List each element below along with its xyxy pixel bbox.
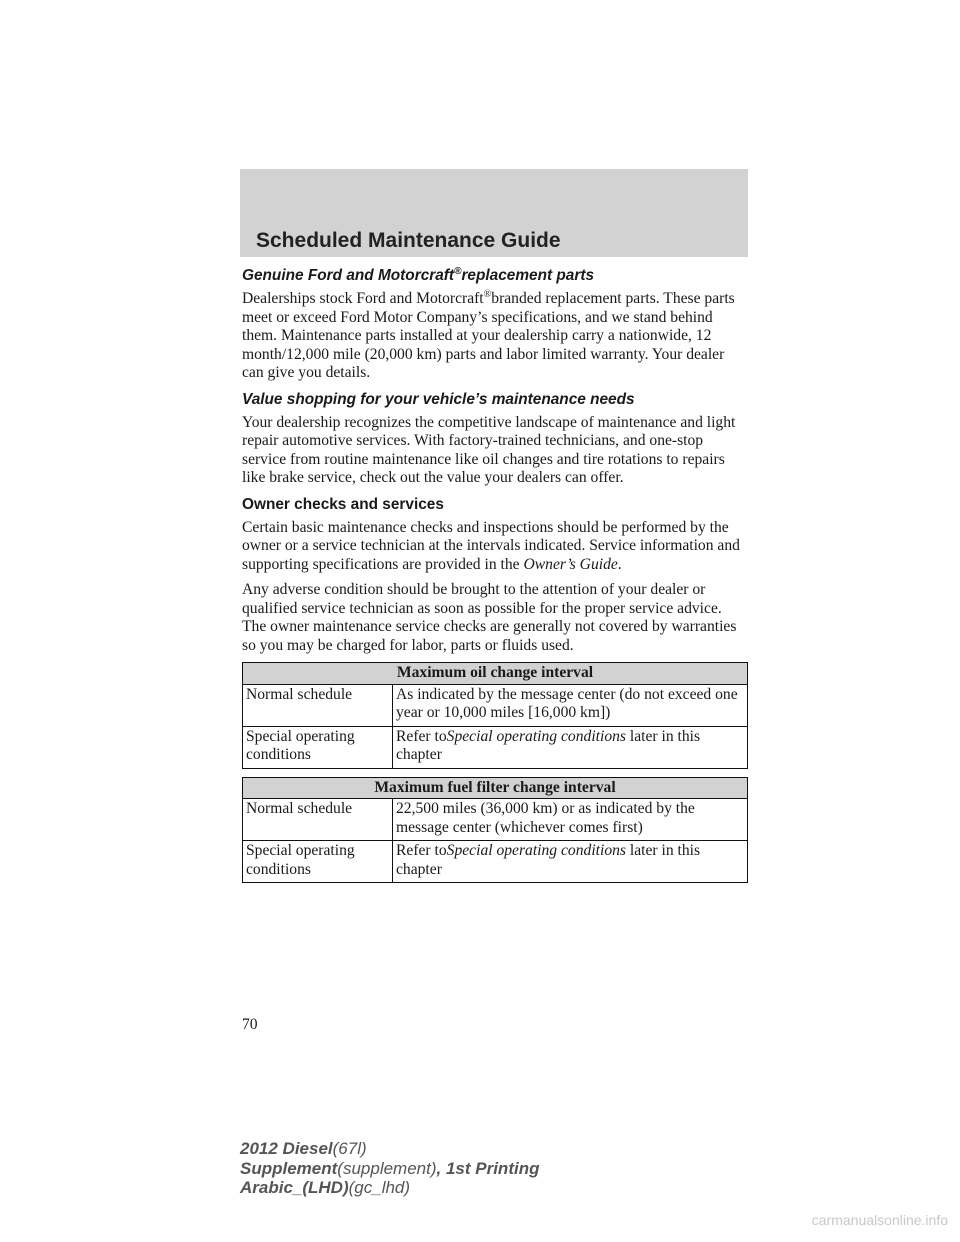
cell-text: later in this chapter	[396, 842, 701, 878]
cell-emphasis: Special operating conditions	[446, 727, 626, 745]
heading-text: Genuine Ford and Motorcraft	[242, 267, 455, 284]
owners-guide-reference: Owner’s Guide	[523, 555, 618, 573]
page-number: 70	[242, 1016, 258, 1033]
site-watermark: carmanualsonline.info	[811, 1212, 948, 1228]
paragraph-text: branded replacement parts. These parts meet or exceed Ford Motor Company’s specifications, and we stand behind them. Maintenance parts installed at your dealership carry a nationwide, 12 month/12,000 mile (20,000 km) parts and labor limited warranty. Your dealer can give you details.	[242, 290, 735, 381]
row-value: As indicated by the message center (do not exceed one year or 10,000 miles [16,000 km])	[393, 684, 748, 726]
paragraph-text: Dealerships stock Ford and Motorcraft	[242, 290, 484, 307]
paragraph-value-shopping: Your dealership recognizes the competitive landscape of maintenance and light repair automotive services. With factory-trained technicians, and one-stop service from routine maintenance like oil changes and tire rotations to repairs like brake service, check out the value your dealers can offer.	[242, 413, 736, 486]
cell-text: later in this chapter	[396, 727, 701, 763]
footer-bold: Supplement	[240, 1158, 338, 1178]
footer-line	[240, 1178, 539, 1198]
table-row	[243, 684, 748, 726]
cell-emphasis: Special operating conditions	[446, 842, 626, 859]
footer-line	[240, 1139, 539, 1159]
paragraph-genuine-parts	[242, 290, 748, 383]
page-content	[242, 266, 748, 891]
row-value: 22,500 miles (36,000 km) or as indicated by the message center (whichever comes first)	[393, 799, 748, 841]
heading-value-shopping: Value shopping for your vehicle’s maintenance needs	[242, 390, 635, 408]
table-header-row	[243, 777, 748, 799]
print-footer	[240, 1139, 539, 1198]
footer-bold: , 1st Printing	[436, 1158, 540, 1178]
heading-owner-checks: Owner checks and services	[242, 495, 444, 513]
row-label: Special operating conditions	[243, 841, 393, 883]
paragraph-text: .	[617, 555, 622, 573]
heading-genuine-parts	[242, 266, 748, 285]
registered-mark: ®	[483, 288, 492, 300]
table-row	[243, 841, 748, 883]
footer-bold: 2012 Diesel	[240, 1139, 333, 1158]
table-title: Maximum oil change interval	[243, 663, 748, 685]
table-header-row	[243, 663, 748, 685]
section-header	[240, 169, 748, 257]
row-label: Special operating conditions	[243, 726, 393, 768]
table-row	[243, 726, 748, 768]
fuel-filter-interval-table	[242, 777, 748, 884]
paragraph-owner-checks-1	[242, 519, 748, 575]
heading-text: replacement parts	[461, 267, 595, 284]
table-title: Maximum fuel filter change interval	[243, 777, 748, 799]
footer-bold: Arabic_(LHD)	[240, 1178, 349, 1197]
row-label: Normal schedule	[243, 799, 393, 841]
footer-line	[240, 1159, 539, 1179]
section-title: Scheduled Maintenance Guide	[256, 229, 561, 252]
row-value	[393, 726, 748, 768]
oil-change-interval-table	[242, 662, 748, 769]
registered-mark: ®	[454, 265, 462, 277]
cell-text: Refer to	[396, 842, 447, 859]
cell-text: Refer to	[396, 727, 447, 745]
row-label: Normal schedule	[243, 684, 393, 726]
paragraph-text: Certain basic maintenance checks and inspections should be performed by the owner or a service technician at the intervals indicated. Service information and supporting specifications are provided in the	[242, 518, 740, 573]
footer-text: (gc_lhd)	[348, 1178, 411, 1197]
paragraph-owner-checks-2: Any adverse condition should be brought to the attention of your dealer or qualified service technician as soon as possible for the proper service advice. The owner maintenance service checks are generally not covered by warranties so you may be charged for labor, parts or fluids used.	[242, 581, 737, 654]
footer-text: (supplement)	[337, 1158, 437, 1178]
row-value	[393, 841, 748, 883]
table-row	[243, 799, 748, 841]
footer-text: (67l)	[332, 1139, 367, 1158]
